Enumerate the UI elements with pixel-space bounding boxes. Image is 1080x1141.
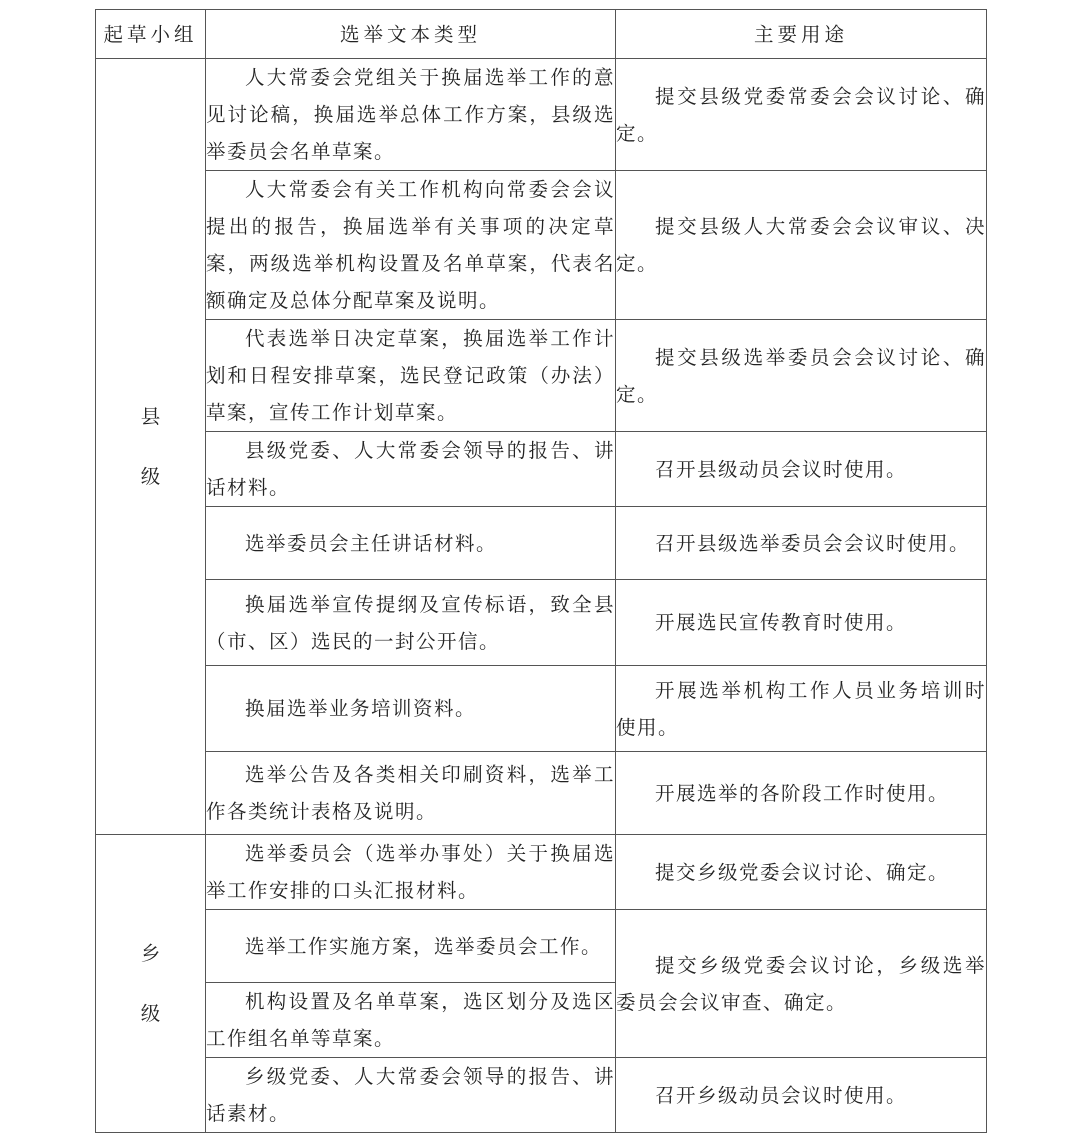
group-county-level [96,59,206,835]
text-type-cell: 选举委员会主任讲话材料。 [206,507,616,580]
usage-cell: 开展选举的各阶段工作时使用。 [616,752,987,835]
usage-cell: 召开县级选举委员会会议时使用。 [616,507,987,580]
group-label-char: 级 [140,464,161,488]
group-township-level [96,835,206,1133]
table-row [96,1058,987,1133]
header-main-usage: 主要用途 [616,10,987,59]
group-label-char: 县 [140,404,161,428]
usage-cell: 召开县级动员会议时使用。 [616,432,987,507]
table-row [96,835,987,910]
table-row [96,59,987,171]
text-type-cell: 选举工作实施方案，选举委员会工作。 [206,910,616,983]
header-drafting-group: 起草小组 [96,10,206,59]
header-text-type: 选举文本类型 [206,10,616,59]
table-row [96,752,987,835]
table-row [96,580,987,666]
text-type-cell: 县级党委、人大常委会领导的报告、讲话材料。 [206,432,616,507]
usage-cell: 提交县级选举委员会会议讨论、确定。 [616,320,987,432]
usage-cell: 提交乡级党委会议讨论，乡级选举委员会会议审查、确定。 [616,910,987,1058]
text-type-cell: 乡级党委、人大常委会领导的报告、讲话素材。 [206,1058,616,1133]
text-type-cell: 机构设置及名单草案，选区划分及选区工作组名单等草案。 [206,983,616,1058]
table-header-row [96,10,987,59]
text-type-cell: 代表选举日决定草案，换届选举工作计划和日程安排草案，选民登记政策（办法）草案，宣传工作计划草案。 [206,320,616,432]
text-type-cell: 选举委员会（选举办事处）关于换届选举工作安排的口头汇报材料。 [206,835,616,910]
table-row [96,507,987,580]
usage-cell: 召开乡级动员会议时使用。 [616,1058,987,1133]
text-type-cell: 人大常委会党组关于换届选举工作的意见讨论稿，换届选举总体工作方案，县级选举委员会名单草案。 [206,59,616,171]
usage-cell: 提交县级党委常委会会议讨论、确定。 [616,59,987,171]
table-row [96,171,987,320]
drafting-document-table [95,9,987,1133]
group-label-char: 级 [140,1001,161,1025]
table-row [96,432,987,507]
text-type-cell: 人大常委会有关工作机构向常委会会议提出的报告，换届选举有关事项的决定草案，两级选举机构设置及名单草案，代表名额确定及总体分配草案及说明。 [206,171,616,320]
usage-cell: 开展选举机构工作人员业务培训时使用。 [616,666,987,752]
usage-cell: 提交县级人大常委会会议审议、决定。 [616,171,987,320]
text-type-cell: 选举公告及各类相关印刷资料，选举工作各类统计表格及说明。 [206,752,616,835]
table-row [96,320,987,432]
text-type-cell: 换届选举宣传提纲及宣传标语，致全县（市、区）选民的一封公开信。 [206,580,616,666]
text-type-cell: 换届选举业务培训资料。 [206,666,616,752]
group-label-char: 乡 [140,941,161,965]
usage-cell: 提交乡级党委会议讨论、确定。 [616,835,987,910]
table-row [96,666,987,752]
table-row [96,910,987,983]
usage-cell: 开展选民宣传教育时使用。 [616,580,987,666]
